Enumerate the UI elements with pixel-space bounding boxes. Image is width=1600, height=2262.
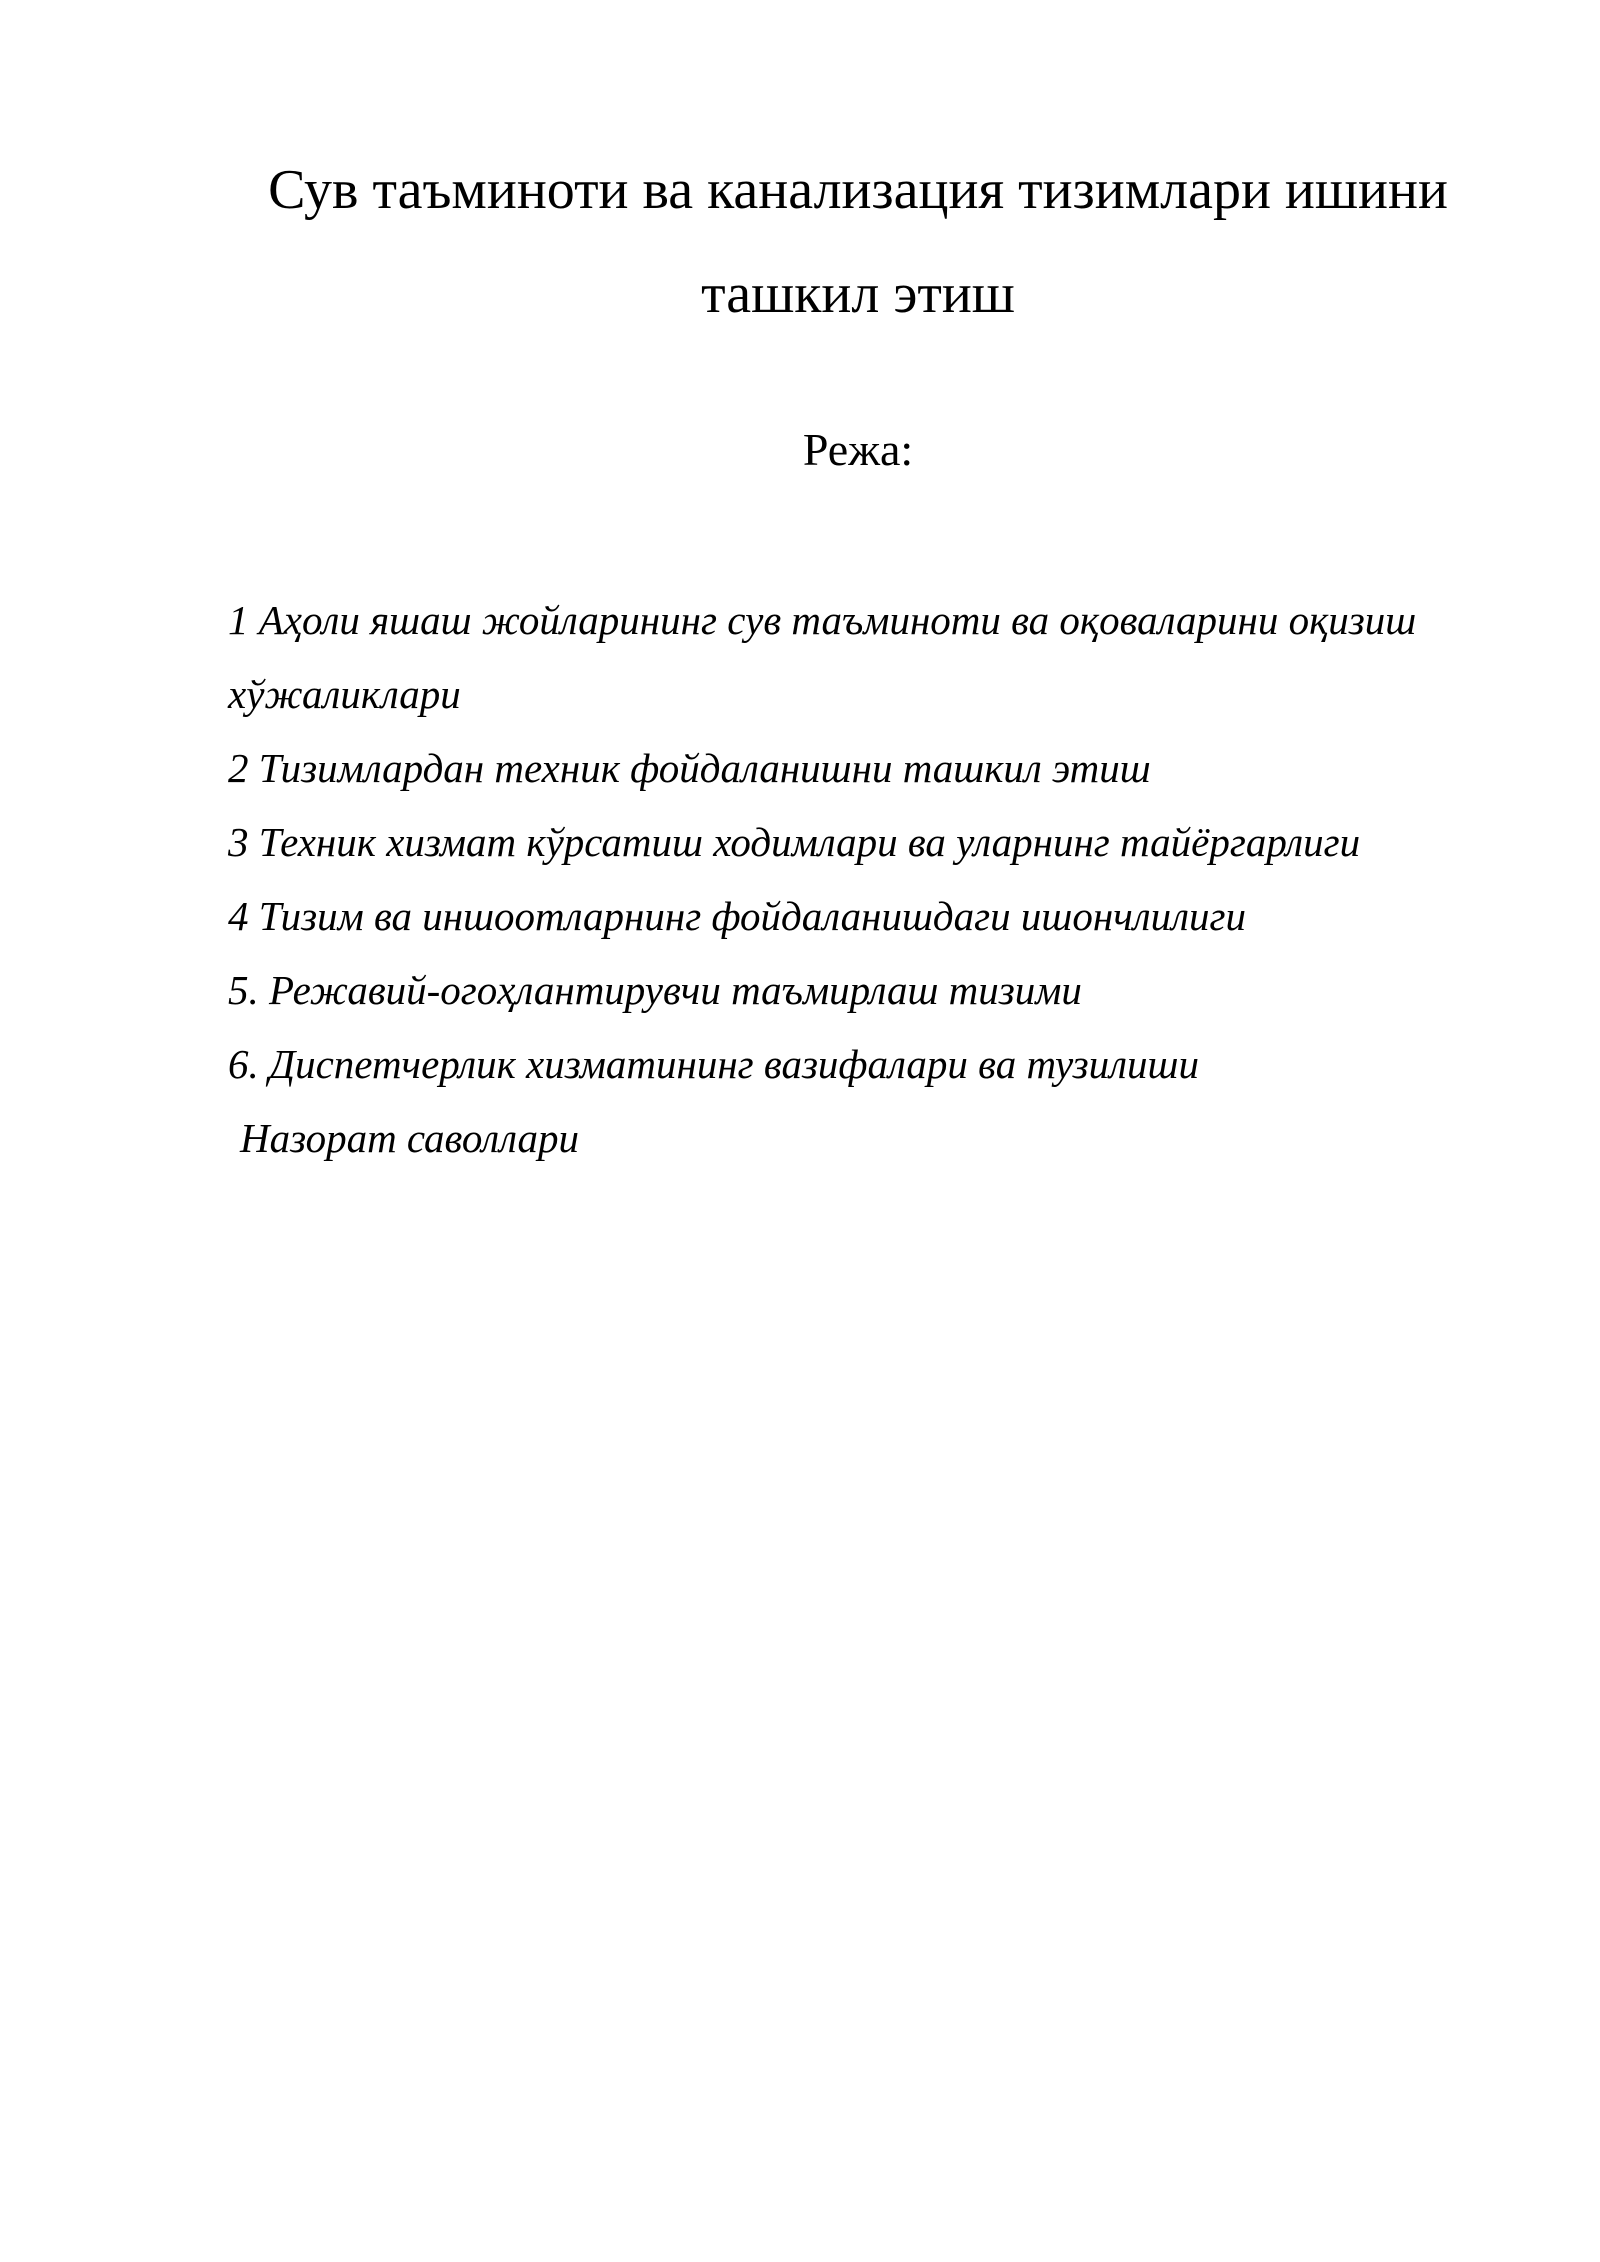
plan-item-1-line-1: 1 Аҳоли яшаш жойларининг сув таъминоти ва оқоваларини оқизиш	[228, 597, 1417, 643]
plan-item-5: 5. Режавий-огоҳлантирувчи таъмирлаш тизими	[228, 967, 1082, 1013]
plan-heading: Режа:	[802, 424, 914, 475]
title-line-1: Сув таъминоти ва канализация тизимлари ишини	[268, 159, 1448, 221]
control-questions: Назорат саволлари	[240, 1115, 580, 1161]
plan-item-1	[228, 583, 1518, 731]
plan-item-4: 4 Тизим ва иншоотларнинг фойдаланишдаги ишончлилиги	[228, 893, 1247, 939]
plan-item-6: 6. Диспетчерлик хизматининг вазифалари ва тузилиши	[228, 1041, 1200, 1087]
plan-item-1-line-2: хўжаликлари	[228, 671, 461, 717]
plan-item-3: 3 Техник хизмат кўрсатиш ходимлари ва уларнинг тайёргарлиги	[228, 819, 1361, 865]
document-title	[228, 138, 1488, 346]
title-line-2: ташкил этиш	[701, 263, 1015, 325]
plan-item-2: 2 Тизимлардан техник фойдаланишни ташкил этиш	[228, 745, 1151, 791]
plan-list	[228, 583, 1518, 1175]
